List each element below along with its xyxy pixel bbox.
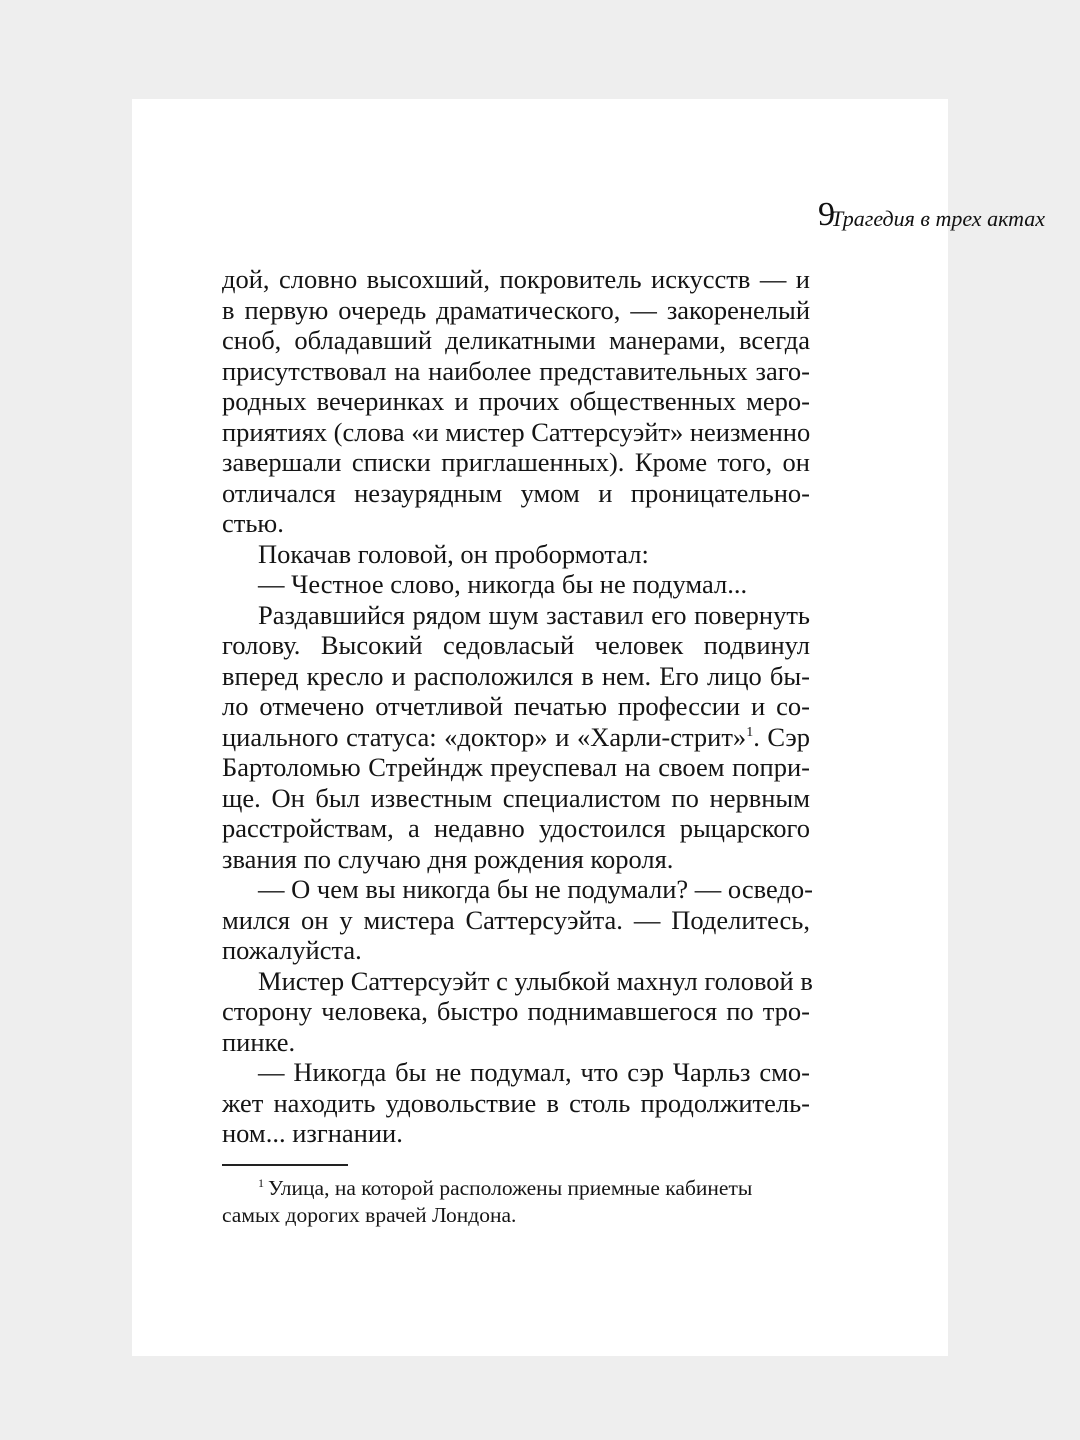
footnote-line: самых дорогих врачей Лондона. — [222, 1203, 517, 1227]
text-line: сноб, обладавший деликатными манерами, всегда — [222, 325, 810, 355]
footnote-reference[interactable]: 1 — [746, 724, 754, 740]
text-line: ном... изгнании. — [222, 1118, 403, 1148]
text-line: Бартоломью Стрейндж преуспевал на своем попри- — [222, 752, 810, 782]
text-line: голову. Высокий седовласый человек подвинул — [222, 630, 810, 660]
footnote-marker: 1 — [258, 1176, 264, 1190]
text-line: сторону человека, быстро поднимавшегося по тро- — [222, 996, 810, 1026]
text-line: звания по случаю дня рождения короля. — [222, 843, 674, 874]
text-line: ще. Он был известным специалистом по нервным — [222, 782, 810, 813]
text-line: стью. — [222, 508, 284, 538]
text-line: в первую очередь драматического, — закоренелый — [222, 294, 810, 325]
line-text: циального статуса: «доктор» и «Харли-стрит» — [222, 721, 747, 752]
footnote — [222, 1175, 810, 1229]
text-line: — О чем вы никогда бы не подумали? — осведо- — [258, 874, 813, 904]
page-number: 9 — [818, 196, 835, 233]
footnote-line — [222, 1175, 810, 1202]
text-line: ло отмечено отчетливой печатью профессии и со- — [222, 691, 810, 721]
text-line: пожалуйста. — [222, 935, 362, 965]
line-text: . Сэр — [753, 721, 811, 752]
text-line: Раздавшийся рядом шум заставил его повернуть — [258, 599, 810, 630]
text-line: Мистер Саттерсуэйт с улыбкой махнул головой в — [258, 965, 813, 996]
text-line: Покачав головой, он пробормотал: — [258, 538, 649, 569]
body-text — [222, 264, 813, 1149]
text-line: жет находить удовольствие в столь продолжитель- — [222, 1087, 810, 1118]
text-line: — Честное слово, никогда бы не подумал... — [258, 569, 748, 599]
text-line: вперед кресло и расположился в нем. Его лицо бы- — [222, 660, 810, 691]
text-line: — Никогда бы не подумал, что сэр Чарльз смо- — [258, 1057, 810, 1087]
footnote-text: Улица, на которой расположены приемные кабинеты — [268, 1176, 753, 1200]
text-line: завершали списки приглашенных). Кроме того, он — [222, 447, 810, 477]
text-line: пинке. — [222, 1026, 296, 1057]
text-line: родных вечеринках и прочих общественных меро- — [222, 386, 810, 416]
running-head-title: Трагедия в трех актах — [831, 206, 1045, 231]
text-line: отличался незаурядным умом и проницательно- — [222, 477, 810, 508]
text-line: присутствовал на наиболее представительных заго- — [222, 355, 810, 386]
footnote-separator — [222, 1164, 348, 1166]
text-line: мился он у мистера Саттерсуэйта. — Поделитесь, — [222, 904, 810, 935]
text-line: расстройствам, а недавно удостоился рыцарского — [222, 813, 810, 843]
text-line: дой, словно высохший, покровитель искусств — и — [222, 264, 810, 294]
text-line: приятиях (слова «и мистер Саттерсуэйт» неизменно — [222, 416, 811, 447]
text-line — [222, 722, 810, 753]
